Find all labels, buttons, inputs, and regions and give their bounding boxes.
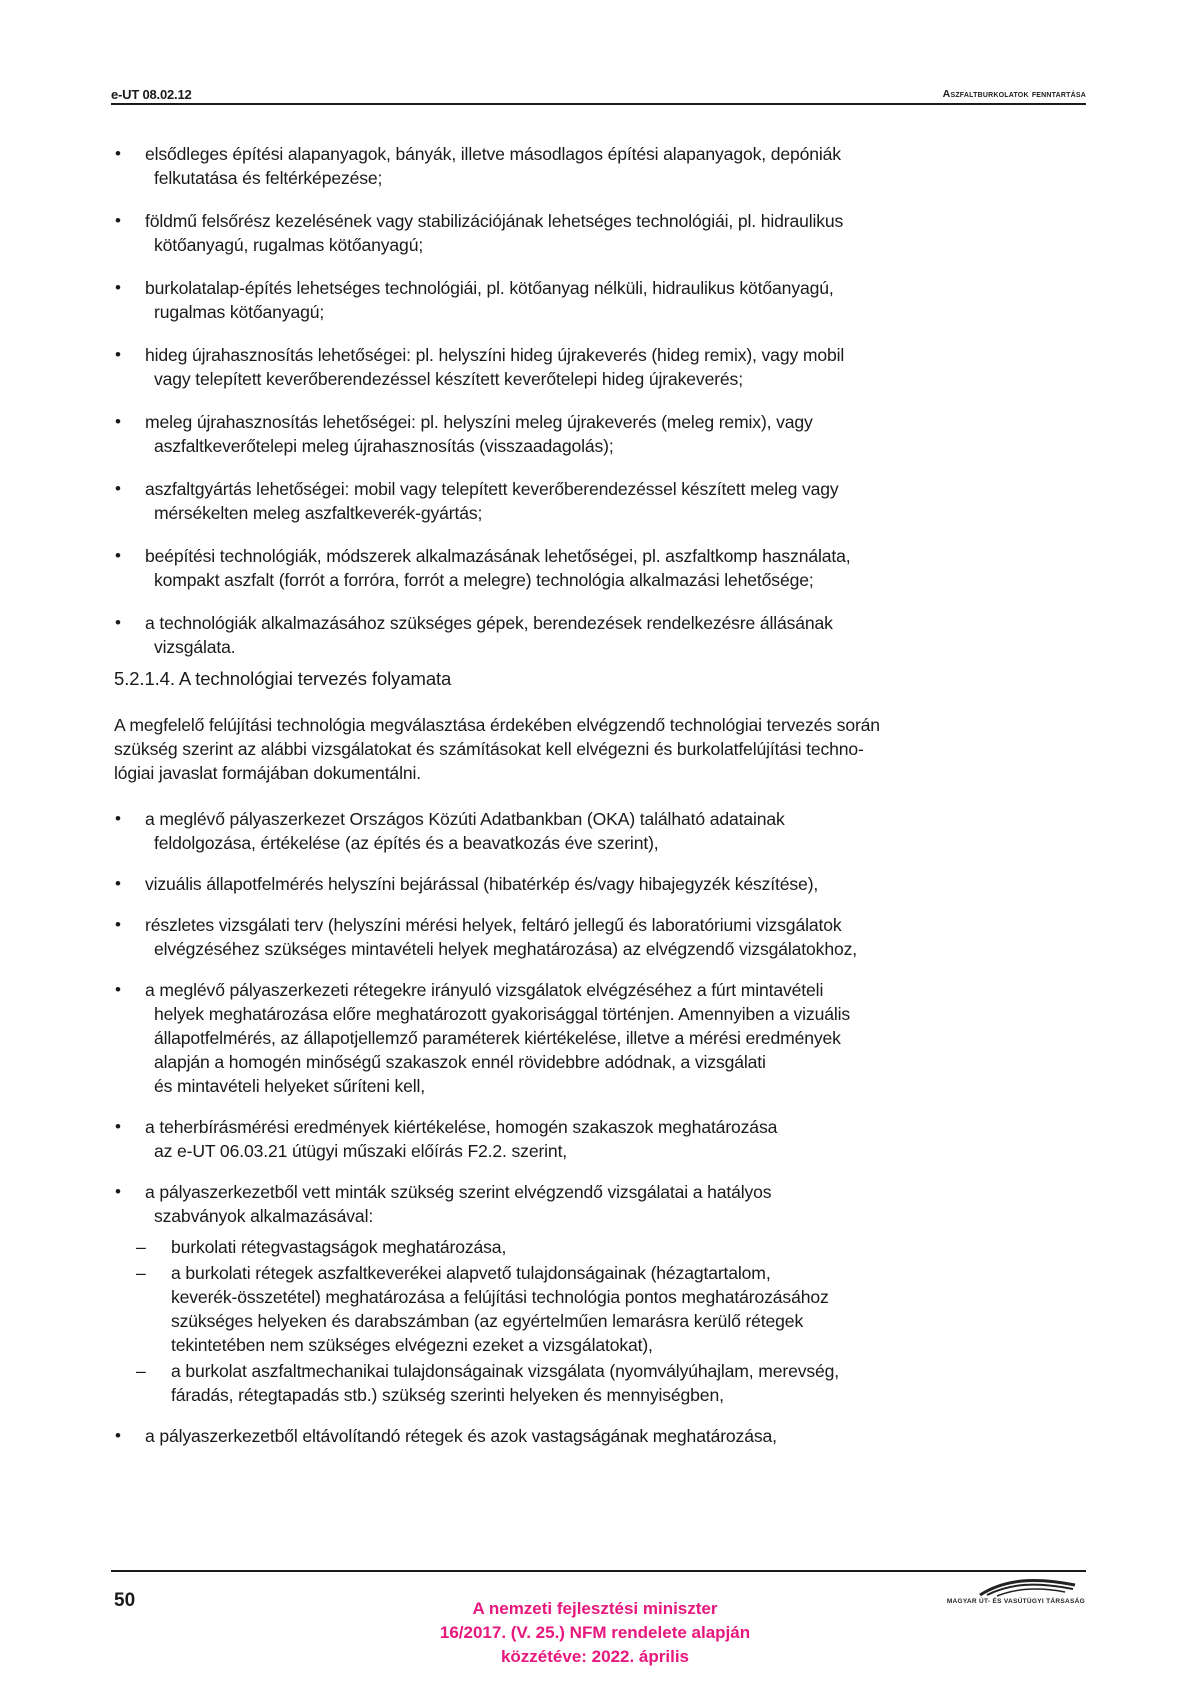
document-code: e-UT 08.02.12 [111, 87, 192, 102]
logo-text: MAGYAR ÚT- ÉS VASÚTÜGYI TÁRSASÁG [946, 1598, 1085, 1605]
list-item: • hideg újrahasznosítás lehetőségei: pl. helyszíni hideg újrakeverés (hideg remix), vagy mobil vagy telepített keverőberendezéssel készített keverőtelepi hideg újrakeverés; [115, 345, 845, 389]
list-item: • elsődleges építési alapanyagok, bányák, illetve másodlagos építési alapanyagok, depóniák felkutatása és feltérképezése; [115, 144, 841, 188]
list-item: • burkolatalap-építés lehetséges technológiái, pl. kötőanyag nélküli, hidraulikus kötőanyagú, rugalmas kötőanyagú; [115, 278, 834, 322]
section-title: Aszfaltburkolatok fenntartása [942, 88, 1086, 100]
bullet-icon: • [115, 412, 121, 431]
bullet-icon: • [115, 809, 121, 828]
list-item: • részletes vizsgálati terv (helyszíni mérési helyek, feltáró jellegű és laboratóriumi vizsgálatok elvégzéséhez szükséges mintavételi helyek meghatározása) az elvégzendő vizsgálatokhoz, [115, 915, 857, 959]
bullet-icon: • [115, 144, 121, 163]
bullet-icon: • [115, 546, 121, 565]
bullet-icon: • [115, 1117, 121, 1136]
header-divider [111, 103, 1086, 105]
list-item: • a pályaszerkezetből eltávolítandó rétegek és azok vastagságának meghatározása, [115, 1426, 777, 1446]
list-item: • beépítési technológiák, módszerek alkalmazásának lehetőségei, pl. aszfaltkomp használata, kompakt aszfalt (forrót a forróra, forrót a melegre) technológia alkalmazási lehetősége; [115, 546, 851, 590]
list-item: • a pályaszerkezetből vett minták szükség szerint elvégzendő vizsgálatai a hatályos szabványok alkalmazásával: – burkolati rétegvastagságok meghatározása, – a burkolati rétegek aszfaltkeverékei alapvető tulajdonságainak (hézagtartalom, keverék-összetétel) meghatározása a felújítási technológia pontos meghatározásához szükséges helyeken és darabszámban (az egyértelműen lemarásra kerülő rétegek tekintetében nem szükséges elvégezni ezeket a vizsgálatokat), – a burkolat aszfaltmechanikai tulajdonságainak vizsgálata (nyomvályúhajlam, merevség, fáradás, rétegtapadás stb.) szükség szerinti helyeken és mennyiségben, [114, 1180, 1086, 1407]
bullet-icon: • [115, 278, 121, 297]
list-item: • a technológiák alkalmazásához szükséges gépek, berendezések rendelkezésre állásának vizsgálata. [115, 613, 833, 657]
list-item: • a teherbírásmérési eredmények kiértékelése, homogén szakaszok meghatározása az e-UT 06.03.21 útügyi műszaki előírás F2.2. szerint, [115, 1117, 778, 1161]
bullet-icon: • [115, 211, 121, 230]
sublist-item: – burkolati rétegvastagságok meghatározása, [136, 1237, 507, 1257]
list-item: • földmű felsőrész kezelésének vagy stabilizációjának lehetséges technológiái, pl. hidraulikus kötőanyagú, rugalmas kötőanyagú; [115, 211, 844, 255]
bullet-icon: • [115, 613, 121, 632]
page-body [114, 142, 1086, 1465]
list-item: • vizuális állapotfelmérés helyszíni bejárással (hibatérkép és/vagy hibajegyzék készítése), [115, 874, 819, 894]
logo-swoosh-icon [925, 1575, 1085, 1599]
section-heading: 5.2.1.4. A technológiai tervezés folyamata [114, 668, 452, 689]
bullet-icon: • [115, 345, 121, 364]
page-number: 50 [114, 1590, 136, 1611]
investigation-steps-list [114, 807, 1086, 1448]
list-item: • aszfaltgyártás lehetőségei: mobil vagy telepített keverőberendezéssel készített meleg vagy mérsékelten meleg aszfaltkeverék-gyártás; [115, 479, 839, 523]
bullet-icon: • [115, 874, 121, 893]
dash-icon: – [136, 1237, 146, 1257]
bullet-icon: • [115, 1426, 121, 1445]
publisher-logo [925, 1575, 1085, 1615]
list-item: • meleg újrahasznosítás lehetőségei: pl. helyszíni meleg újrakeverés (meleg remix), vagy aszfaltkeverőtelepi meleg újrahasznosítás (visszaadagolás); [115, 412, 813, 456]
bullet-icon: • [115, 1182, 121, 1201]
list-item: • a meglévő pályaszerkezeti rétegekre irányuló vizsgálatok elvégzéséhez a fúrt mintavételi helyek meghatározása előre meghatározott gyakorisággal történjen. Amennyiben a vizuális állapotfelmérés, az állapotjellemző paraméterek kiértékelése, illetve a mérési eredmények alapján a homogén minőségű szakaszok ennél rövidebbre adódnak, a vizsgálati és mintavételi helyeket sűríteni kell, [115, 980, 851, 1096]
bullet-icon: • [115, 980, 121, 999]
publication-stamp: A nemzeti fejlesztési miniszter 16/2017. (V. 25.) NFM rendelete alapján közzétéve: 2022. április [439, 1599, 751, 1666]
footer-divider [111, 1570, 1086, 1572]
source-considerations-list [114, 142, 1086, 659]
sublist-item: – a burkolat aszfaltmechanikai tulajdonságainak vizsgálata (nyomvályúhajlam, merevség, fáradás, rétegtapadás stb.) szükség szerinti helyeken és mennyiségben, [136, 1361, 840, 1405]
bullet-icon: • [115, 915, 121, 934]
sublist-item: – a burkolati rétegek aszfaltkeverékei alapvető tulajdonságainak (hézagtartalom, keverék-összetétel) meghatározása a felújítási technológia pontos meghatározásához szükséges helyeken és darabszámban (az egyértelműen lemarásra kerülő rétegek tekintetében nem szükséges elvégezni ezeket a vizsgálatokat), [136, 1263, 829, 1355]
dash-icon: – [136, 1361, 146, 1381]
dash-icon: – [136, 1263, 146, 1283]
intro-paragraph: A megfelelő felújítási technológia megválasztása érdekében elvégzendő technológiai tervezés során szükség szerint az alábbi vizsgálatokat és számításokat kell elvégezni és burkolatfelújítási techno- lógiai javaslat formájában dokumentálni. [114, 715, 880, 783]
sample-tests-sublist [136, 1235, 1086, 1407]
bullet-icon: • [115, 479, 121, 498]
page-header [111, 84, 1086, 106]
list-item: • a meglévő pályaszerkezet Országos Közúti Adatbankban (OKA) található adatainak feldolgozása, értékelése (az építés és a beavatkozás éve szerint), [115, 809, 785, 853]
